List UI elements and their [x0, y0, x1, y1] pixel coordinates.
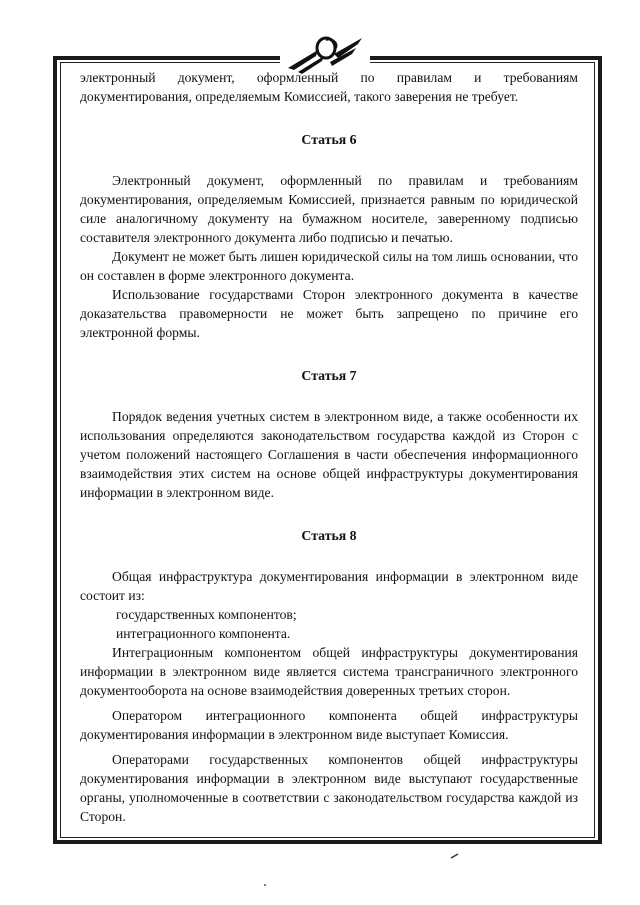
article-7-paragraph-1: Порядок ведения учетных систем в электронном виде, а также особенности их использования определяются законодательством государства каждой из Сторон с учетом положений настоящего Соглашения в части обеспечения информационного взаимодействия этих систем на основе общей инфраструктуры документирования информации в электронном виде. [80, 409, 578, 500]
intro-paragraph: электронный документ, оформленный по правилам и требованиям документирования, определяемым Комиссией, такого заверения не требует. [80, 70, 578, 104]
article-6-paragraph-2: Документ не может быть лишен юридической силы на том лишь основании, что он составлен в форме электронного документа. [80, 249, 578, 283]
article-8-list-item-2: интеграционного компонента. [116, 626, 291, 641]
scan-speck-icon [450, 852, 460, 860]
article-8-paragraph-3: Оператором интеграционного компонента общей инфраструктуры документирования информации в электронном виде выступает Комиссия. [80, 708, 578, 742]
scan-speck-icon [262, 882, 268, 888]
article-6-heading: Статья 6 [301, 132, 357, 147]
article-6-paragraph-1: Электронный документ, оформленный по правилам и требованиям документирования, определяемым Комиссией, признается равным по юридической силе аналогичному документу на бумажном носителе, заверенному подписью составителя электронного документа либо подписью и печатью. [80, 173, 578, 245]
article-8-heading: Статья 8 [301, 528, 357, 543]
article-6-paragraph-3: Использование государствами Сторон электронного документа в качестве доказательства правомерности не может быть запрещено по причине его электронной формы. [80, 287, 578, 340]
article-7-heading: Статья 7 [301, 368, 357, 383]
article-8-list-item-1: государственных компонентов; [116, 607, 297, 622]
article-8-paragraph-4: Операторами государственных компонентов общей инфраструктуры документирования информации в электронном виде выступают государственные органы, уполномоченные в соответствии с законодательством государства каждой из Сторон. [80, 752, 578, 824]
article-8-paragraph-2: Интеграционным компонентом общей инфраструктуры документирования информации в электронном виде является система трансграничного электронного документооборота на основе взаимодействия доверенных третьих сторон. [80, 645, 578, 698]
document-body [80, 68, 578, 826]
article-8-paragraph-1: Общая инфраструктура документирования информации в электронном виде состоит из: [80, 569, 578, 603]
